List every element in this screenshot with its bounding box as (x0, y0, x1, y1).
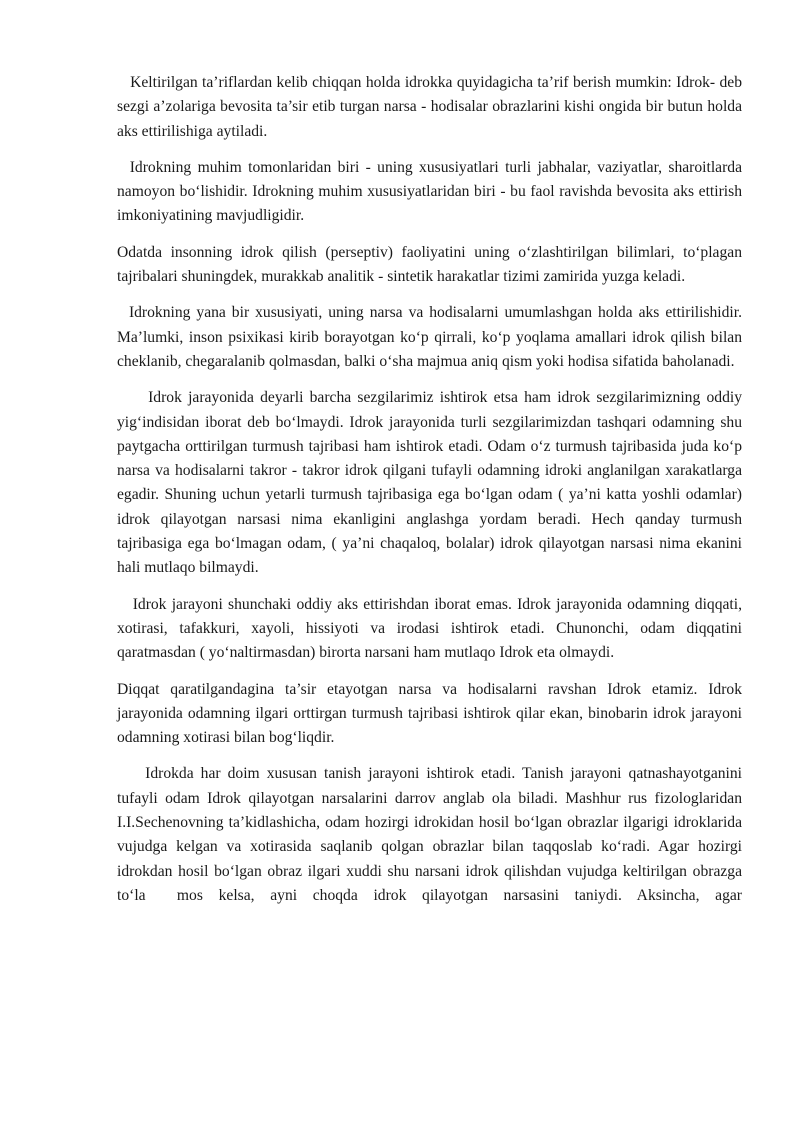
paragraph-1: Keltirilgan ta’riflardan kelib chiqqan holda idrokka quyidagicha ta’rif berish mumkin: Idrok- deb sezgi a’zolariga bevosita ta’sir etib turgan narsa - hodisalar obrazlarini kishi ongida bir butun holda aks ettirilishiga aytiladi. (117, 74, 746, 140)
paragraph-4: Idrokning yana bir xususiyati, uning narsa va hodisalarni umumlashgan holda aks ettirilishidir. Ma’lumki, inson psixikasi kirib borayotgan ko‘p qirrali, ko‘p yoqlama amallari idrok qilish bilan cheklanib, chegaralanib qolmasdan, balki o‘sha majmua aniq qism yoki hodisa sifatida baholanadi. (117, 304, 746, 370)
paragraph-2: Idrokning muhim tomonlaridan biri - uning xususiyatlari turli jabhalar, vaziyatlar, sharoitlarda namoyon bo‘lishidir. Idrokning muhim xususiyatlaridan biri - bu faol ravishda bevosita aks ettirish imkoniyatining mavjudligidir. (117, 158, 746, 225)
paragraph-8: Idrokda har doim xususan tanish jarayoni ishtirok etadi. Tanish jarayoni qatnashayotganini tufayli odam Idrok qilayotgan narsalarini darrov anglab ola biladi. Mashhur rus fizologlaridan I.I.Sechenovning ta’kidlashicha, odam hozirgi idrokidan hosil bo‘lgan obrazlar ilgarigi idroklarida vujudga kelgan va xotirasida saqlanib qolgan obrazlar bilan taqqoslab ko‘radi. Agar hozirgi idrokdan hosil bo‘lgan obraz ilgari xuddi shu narsani idrok qilishdan vujudga keltirilgan obrazga to‘la mos kelsa, ayni choqda idrok qilayotgan narsasini taniydi. Aksincha, agar (117, 765, 746, 904)
paragraph-7: Diqqat qaratilgandagina ta’sir etayotgan narsa va hodisalarni ravshan Idrok etamiz. Idrok jarayonida odamning ilgari orttirgan turmush tajribasi ishtirok qilar ekan, binobarin idrok jarayoni odamning xotirasi bilan bog‘liqdir. (117, 680, 746, 747)
document-page (117, 71, 746, 920)
paragraph-3: Odatda insonning idrok qilish (perseptiv) faoliyatini uning o‘zlashtirilgan bilimlari, to‘plagan tajribalari shuningdek, murakkab analitik - sintetik harakatlar tizimi zamirida yuzga keladi. (117, 243, 746, 286)
paragraph-5: Idrok jarayonida deyarli barcha sezgilarimiz ishtirok etsa ham idrok sezgilarimizning oddiy yig‘indisidan iborat deb bo‘lmaydi. Idrok jarayonida turli sezgilarimizdan tashqari odamning shu paytgacha orttirilgan turmush tajribasi ham ishtirok etadi. Odam o‘z turmush tajribasida juda ko‘p narsa va hodisalarni takror - takror idrok qilgani tufayli odamning idroki anglanilgan xarakatlarga egadir. Shuning uchun yetarli turmush tajribasiga ega bo‘lgan odam ( ya’ni katta yoshli odamlar) idrok qilayotgan narsasi nima ekanligini anglashga yordam beradi. Hech qanday turmush tajribasiga ega bo‘lmagan odam, ( ya’ni chaqaloq, bolalar) idrok qilayotgan narsasi nima ekanini hali mutlaqo bilmaydi. (117, 389, 746, 577)
paragraph-6: Idrok jarayoni shunchaki oddiy aks ettirishdan iborat emas. Idrok jarayonida odamning diqqati, xotirasi, tafakkuri, xayoli, hissiyoti va irodasi ishtirok etadi. Chunonchi, odam diqqatini qaratmasdan ( yo‘naltirmasdan) birorta narsani ham mutlaqo Idrok eta olmaydi. (117, 595, 746, 662)
